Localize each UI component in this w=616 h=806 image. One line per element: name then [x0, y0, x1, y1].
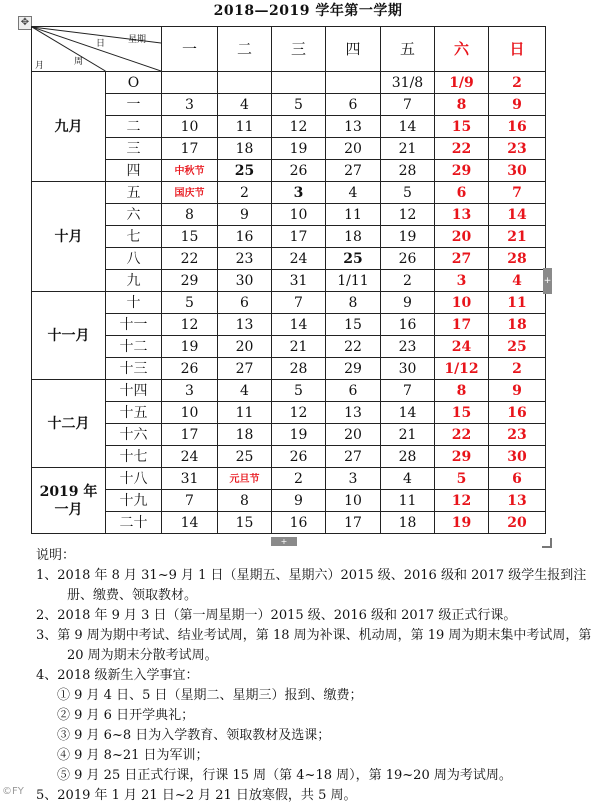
date-cell: 3	[272, 182, 326, 204]
date-cell: 24	[272, 248, 326, 270]
week-number: 二十	[106, 512, 162, 534]
date-cell: 10	[272, 204, 326, 226]
date-cell: 31	[272, 270, 326, 292]
date-cell: 4	[381, 468, 435, 490]
date-cell: 1/11	[326, 270, 381, 292]
date-cell: 17	[435, 314, 489, 336]
week-row	[32, 116, 546, 138]
date-cell: 10	[435, 292, 489, 314]
date-cell: 3	[435, 270, 489, 292]
date-cell: 18	[381, 512, 435, 534]
date-cell: 7	[489, 182, 546, 204]
week-number: 三	[106, 138, 162, 160]
add-row-handle[interactable]: +	[271, 537, 297, 546]
week-row	[32, 94, 546, 116]
date-cell: 1/9	[435, 72, 489, 94]
weekday-sat: 六	[435, 27, 489, 72]
date-cell: 1/12	[435, 358, 489, 380]
corner-star-label: 星期	[128, 35, 147, 45]
date-cell: 2	[489, 72, 546, 94]
date-cell: 11	[489, 292, 546, 314]
date-cell: 3	[326, 468, 381, 490]
date-cell: 11	[218, 402, 272, 424]
date-cell: 20	[326, 138, 381, 160]
page-title: 2018—2019 学年第一学期	[213, 3, 403, 19]
date-cell: 13	[435, 204, 489, 226]
date-cell: 19	[272, 424, 326, 446]
weekday-wed: 三	[272, 27, 326, 72]
date-cell: 4	[326, 182, 381, 204]
date-cell	[218, 72, 272, 94]
week-row	[32, 512, 546, 534]
date-cell: 9	[489, 94, 546, 116]
date-cell: 11	[381, 490, 435, 512]
month-label: 十二月	[32, 380, 106, 468]
date-cell: 13	[326, 116, 381, 138]
notes-section	[36, 546, 596, 806]
date-cell	[326, 72, 381, 94]
date-cell: 14	[489, 204, 546, 226]
date-cell: 21	[381, 138, 435, 160]
date-cell: 20	[326, 424, 381, 446]
date-cell: 8	[218, 490, 272, 512]
week-number: 十九	[106, 490, 162, 512]
date-cell: 28	[489, 248, 546, 270]
week-row	[32, 292, 546, 314]
week-number: 八	[106, 248, 162, 270]
date-cell: 26	[381, 248, 435, 270]
holiday-label: 元旦节	[229, 473, 260, 485]
date-cell: 16	[489, 116, 546, 138]
date-cell: 27	[435, 248, 489, 270]
date-cell: 6	[326, 380, 381, 402]
date-cell: 7	[381, 380, 435, 402]
date-cell: 9	[489, 380, 546, 402]
date-cell: 5	[162, 292, 218, 314]
week-row	[32, 270, 546, 292]
note-sub-item: ① 9 月 4 日、5 日（星期二、星期三）报到、缴费；	[57, 688, 363, 703]
date-cell: 7	[162, 490, 218, 512]
date-cell: 5	[272, 94, 326, 116]
date-cell: 13	[218, 314, 272, 336]
date-cell: 9	[218, 204, 272, 226]
date-cell: 12	[272, 116, 326, 138]
date-cell: 12	[381, 204, 435, 226]
date-cell: 17	[326, 512, 381, 534]
date-cell: 4	[218, 94, 272, 116]
date-cell: 13	[326, 402, 381, 424]
week-row	[32, 72, 546, 94]
calendar-table	[31, 26, 546, 534]
week-number: 一	[106, 94, 162, 116]
week-row	[32, 248, 546, 270]
date-cell: 29	[326, 358, 381, 380]
week-row	[32, 138, 546, 160]
date-cell: 29	[435, 160, 489, 182]
week-number: O	[106, 72, 162, 94]
corner-day-label: 日	[96, 39, 106, 49]
date-cell: 10	[326, 490, 381, 512]
date-cell: 30	[381, 358, 435, 380]
date-cell: 25	[218, 160, 272, 182]
date-cell: 17	[162, 138, 218, 160]
date-cell: 17	[272, 226, 326, 248]
date-cell: 25	[218, 446, 272, 468]
date-cell: 14	[272, 314, 326, 336]
date-cell: 6	[326, 94, 381, 116]
date-cell: 28	[272, 358, 326, 380]
date-cell: 28	[381, 446, 435, 468]
weekday-thu: 四	[326, 27, 381, 72]
week-number: 六	[106, 204, 162, 226]
date-cell: 22	[162, 248, 218, 270]
date-cell: 24	[162, 446, 218, 468]
date-cell: 10	[162, 402, 218, 424]
date-cell: 19	[162, 336, 218, 358]
corner-week-label: 周	[74, 57, 84, 67]
note-item: 3、第 9 周为期中考试、结业考试周，第 18 周为补课、机动周，第 19 周为期末集中考试周，第 20 周为期末分散考试周。	[36, 628, 592, 663]
date-cell: 18	[489, 314, 546, 336]
date-cell: 20	[218, 336, 272, 358]
date-cell: 29	[435, 446, 489, 468]
date-cell: 20	[435, 226, 489, 248]
date-cell: 27	[326, 446, 381, 468]
week-row	[32, 204, 546, 226]
date-cell: 6	[218, 292, 272, 314]
date-cell: 31/8	[381, 72, 435, 94]
holiday-label: 中秋节	[174, 165, 205, 177]
date-cell	[272, 72, 326, 94]
date-cell: 2	[381, 270, 435, 292]
date-cell: 9	[381, 292, 435, 314]
date-cell: 2	[272, 468, 326, 490]
date-cell: 27	[326, 160, 381, 182]
note-sub-item: ⑤ 9 月 25 日正式行课，行课 15 周（第 4~18 周），第 19~20 周为考试周。	[57, 768, 512, 783]
date-cell: 15	[326, 314, 381, 336]
date-cell: 23	[489, 138, 546, 160]
date-cell: 18	[218, 138, 272, 160]
date-cell: 25	[326, 248, 381, 270]
date-cell: 23	[381, 336, 435, 358]
date-cell: 19	[435, 512, 489, 534]
date-cell: 12	[162, 314, 218, 336]
date-cell: 16	[489, 402, 546, 424]
date-cell: 9	[272, 490, 326, 512]
date-cell: 14	[381, 402, 435, 424]
date-cell: 5	[435, 468, 489, 490]
date-cell: 12	[272, 402, 326, 424]
month-label: 十月	[32, 182, 106, 292]
week-number: 七	[106, 226, 162, 248]
week-number: 十四	[106, 380, 162, 402]
date-cell: 28	[381, 160, 435, 182]
week-row	[32, 182, 546, 204]
date-cell: 10	[162, 116, 218, 138]
date-cell: 8	[435, 380, 489, 402]
week-row	[32, 358, 546, 380]
date-cell: 15	[435, 116, 489, 138]
date-cell: 18	[326, 226, 381, 248]
notes-heading: 说明：	[36, 548, 76, 563]
date-cell: 23	[218, 248, 272, 270]
date-cell: 12	[435, 490, 489, 512]
date-cell: 18	[218, 424, 272, 446]
week-number: 十一	[106, 314, 162, 336]
holiday-label: 国庆节	[174, 187, 205, 199]
date-cell: 27	[218, 358, 272, 380]
note-item: 2、2018 年 9 月 3 日（第一周星期一）2015 级、2016 级和 2017 级正式行课。	[36, 608, 517, 623]
date-cell: 16	[381, 314, 435, 336]
week-number: 十六	[106, 424, 162, 446]
week-row	[32, 490, 546, 512]
note-item: 1、2018 年 8 月 31~9 月 1 日（星期五、星期六）2015 级、2016 级和 2017 级学生报到注册、缴费、领取教材。	[36, 568, 587, 603]
week-row	[32, 380, 546, 402]
date-cell: 25	[489, 336, 546, 358]
date-cell: 30	[489, 160, 546, 182]
date-cell: 21	[381, 424, 435, 446]
week-row	[32, 160, 546, 182]
watermark: ©FY	[2, 786, 24, 797]
date-cell: 22	[435, 138, 489, 160]
week-row	[32, 446, 546, 468]
date-cell	[162, 72, 218, 94]
date-cell: 15	[435, 402, 489, 424]
date-cell: 11	[218, 116, 272, 138]
date-cell: 6	[435, 182, 489, 204]
date-cell: 26	[272, 446, 326, 468]
date-cell: 14	[381, 116, 435, 138]
table-move-handle[interactable]: ✥	[18, 16, 32, 30]
note-sub-item: ② 9 月 6 日开学典礼；	[57, 708, 195, 723]
week-row	[32, 226, 546, 248]
header-row	[32, 27, 546, 72]
date-cell: 3	[162, 94, 218, 116]
date-cell: 29	[162, 270, 218, 292]
week-row	[32, 336, 546, 358]
date-cell: 5	[381, 182, 435, 204]
week-row	[32, 424, 546, 446]
week-number: 十五	[106, 402, 162, 424]
date-cell: 4	[218, 380, 272, 402]
date-cell: 30	[489, 446, 546, 468]
date-cell-holiday	[218, 468, 272, 490]
note-sub-item: ③ 9 月 6~8 日为入学教育、领取教材及选课；	[57, 728, 331, 743]
date-cell: 4	[489, 270, 546, 292]
note-sub-item: ④ 9 月 8~21 日为军训；	[57, 748, 209, 763]
date-cell: 7	[272, 292, 326, 314]
week-row	[32, 402, 546, 424]
week-number: 十三	[106, 358, 162, 380]
date-cell: 6	[489, 468, 546, 490]
note-item: 5、2019 年 1 月 21 日~2 月 21 日放寒假，共 5 周。	[36, 788, 357, 803]
month-label: 九月	[32, 72, 106, 182]
week-number: 九	[106, 270, 162, 292]
date-cell: 11	[326, 204, 381, 226]
month-label: 十一月	[32, 292, 106, 380]
week-number: 十八	[106, 468, 162, 490]
date-cell: 22	[326, 336, 381, 358]
weekday-fri: 五	[381, 27, 435, 72]
date-cell: 15	[162, 226, 218, 248]
date-cell: 8	[162, 204, 218, 226]
week-number: 四	[106, 160, 162, 182]
date-cell: 8	[326, 292, 381, 314]
weekday-mon: 一	[162, 27, 218, 72]
week-number: 十	[106, 292, 162, 314]
date-cell-holiday	[162, 160, 218, 182]
month-label: 2019 年 一月	[32, 468, 106, 534]
date-cell: 20	[489, 512, 546, 534]
date-cell: 26	[162, 358, 218, 380]
date-cell: 16	[272, 512, 326, 534]
date-cell-holiday	[162, 182, 218, 204]
note-item: 4、2018 级新生入学事宜：	[36, 668, 199, 683]
date-cell: 14	[162, 512, 218, 534]
date-cell: 19	[272, 138, 326, 160]
date-cell: 2	[218, 182, 272, 204]
date-cell: 8	[435, 94, 489, 116]
add-column-handle[interactable]: +	[543, 268, 552, 294]
corner-month-label: 月	[35, 61, 45, 71]
date-cell: 31	[162, 468, 218, 490]
date-cell: 13	[489, 490, 546, 512]
week-number: 五	[106, 182, 162, 204]
date-cell: 26	[272, 160, 326, 182]
weekday-tue: 二	[218, 27, 272, 72]
corner-cell	[32, 27, 162, 72]
date-cell: 22	[435, 424, 489, 446]
week-number: 十七	[106, 446, 162, 468]
week-row	[32, 468, 546, 490]
date-cell: 15	[218, 512, 272, 534]
date-cell: 17	[162, 424, 218, 446]
date-cell: 5	[272, 380, 326, 402]
date-cell: 24	[435, 336, 489, 358]
date-cell: 30	[218, 270, 272, 292]
week-row	[32, 314, 546, 336]
date-cell: 7	[381, 94, 435, 116]
date-cell: 3	[162, 380, 218, 402]
date-cell: 16	[218, 226, 272, 248]
week-number: 二	[106, 116, 162, 138]
week-number: 十二	[106, 336, 162, 358]
date-cell: 23	[489, 424, 546, 446]
date-cell: 21	[489, 226, 546, 248]
date-cell: 21	[272, 336, 326, 358]
date-cell: 19	[381, 226, 435, 248]
weekday-sun: 日	[489, 27, 546, 72]
date-cell: 2	[489, 358, 546, 380]
